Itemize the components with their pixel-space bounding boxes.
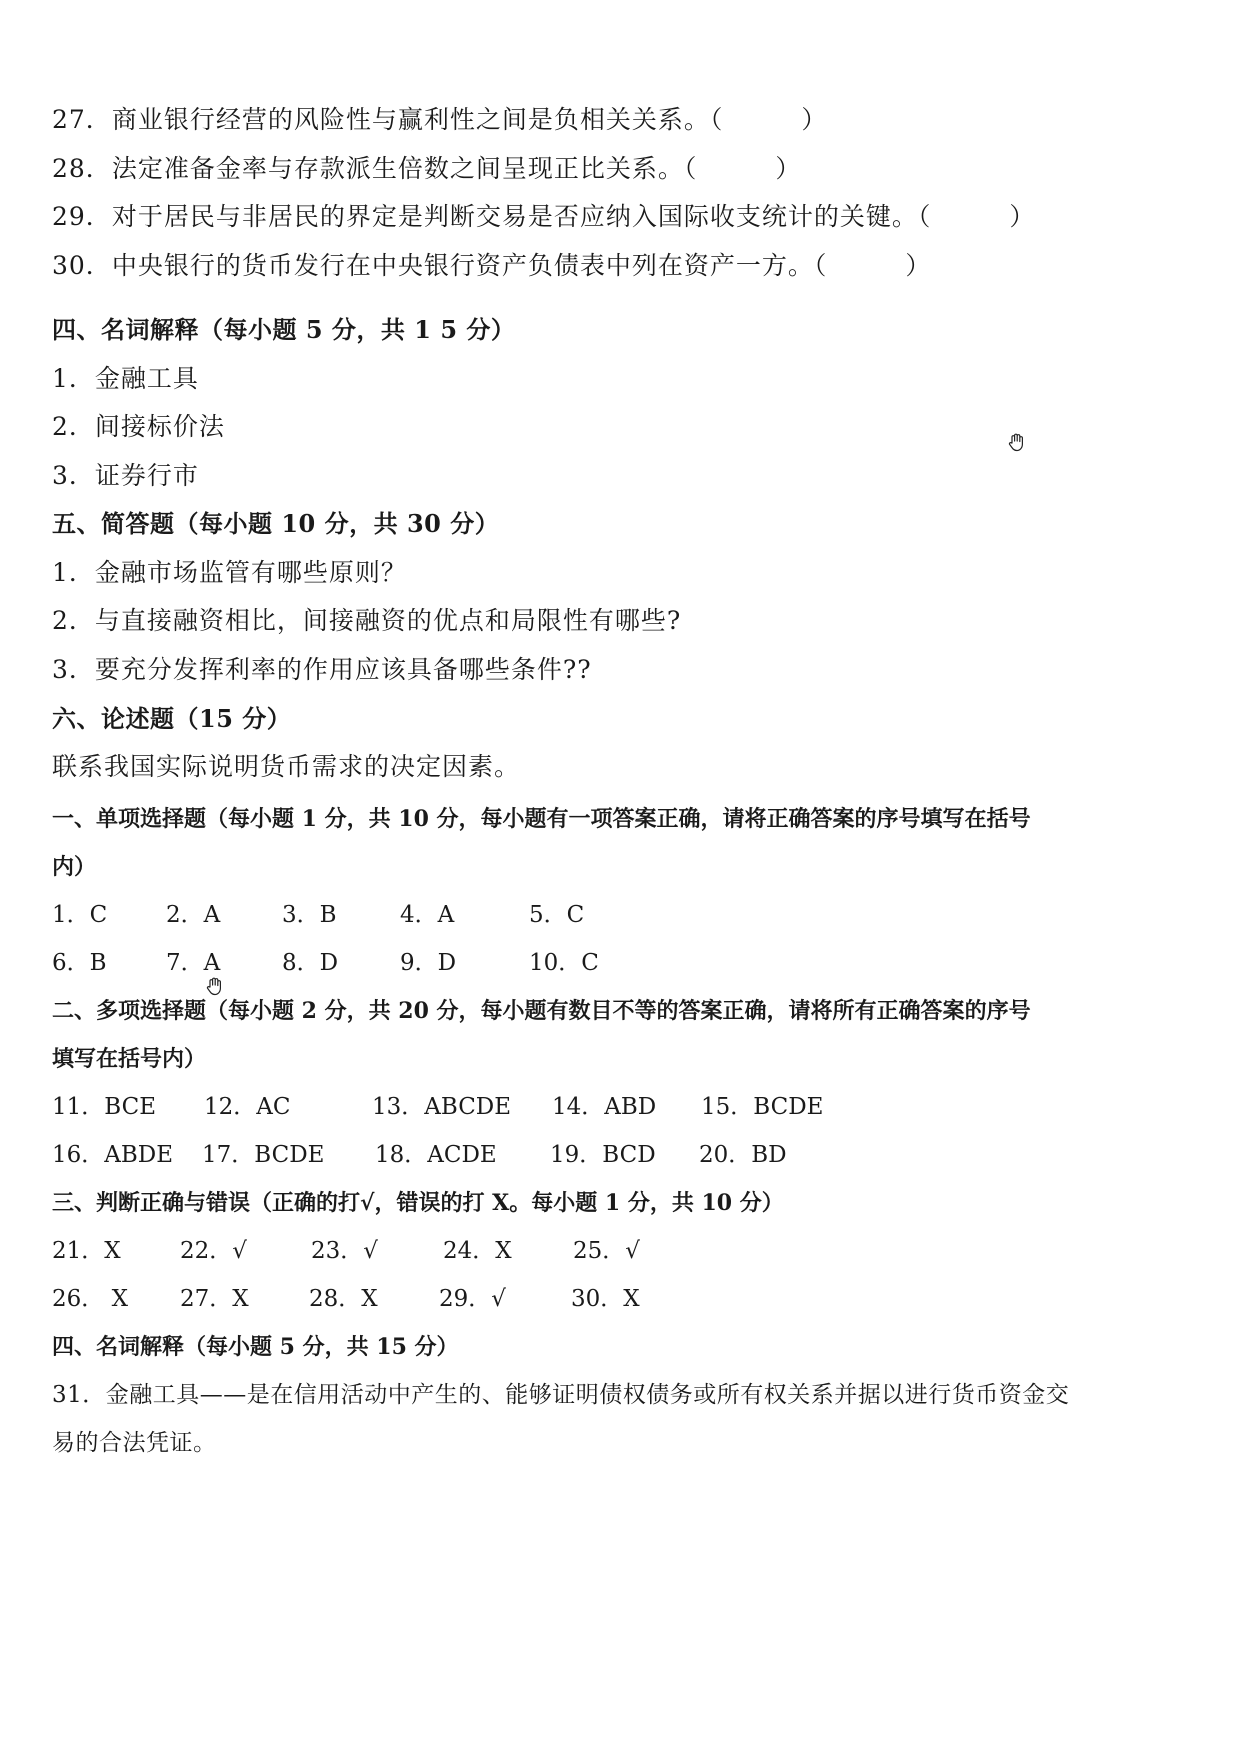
answer-item: 6．B [52, 950, 107, 976]
answer-row [52, 1235, 1152, 1267]
question-number: 29． [52, 202, 112, 231]
answer-item: 7．A [166, 950, 221, 976]
answer-item: 2．A [166, 902, 221, 928]
term-item: 3．证券行市 [52, 461, 199, 490]
answer-item: 19．BCD [550, 1142, 656, 1168]
question-number: 27． [52, 105, 112, 134]
term-item: 1．金融工具 [52, 364, 199, 393]
answer-item: 24．X [443, 1238, 512, 1264]
question-text: 对于居民与非居民的界定是判断交易是否应纳入国际收支统计的关键。（ ） [111, 202, 1036, 231]
question-28 [52, 153, 801, 185]
answer-item: 1．C [52, 902, 108, 928]
answer-item: 9．D [400, 950, 457, 976]
hand-cursor-icon [204, 975, 226, 997]
question-text: 商业银行经营的风险性与赢利性之间是负相关关系。（ ） [111, 105, 828, 134]
answer-heading-single-choice-cont: 内） [52, 854, 97, 880]
answer-item: 21．X [52, 1238, 121, 1264]
answer-row [52, 1283, 1152, 1315]
section-heading-short-answer: 五、简答题（每小题 10 分，共 30 分） [52, 509, 500, 538]
answer-item: 11．BCE [52, 1094, 156, 1120]
answer-item: 28．X [309, 1286, 378, 1312]
answer-item: 12．AC [204, 1094, 291, 1120]
answer-row [52, 1091, 1152, 1123]
answer-row [52, 1139, 1152, 1171]
answer-item: 3．B [282, 902, 337, 928]
short-answer-item: 3．要充分发挥利率的作用应该具备哪些条件?? [52, 655, 592, 684]
question-number: 28． [52, 154, 112, 183]
question-number: 30． [52, 251, 112, 280]
answer-heading-multi-choice-cont: 填写在括号内） [52, 1046, 207, 1072]
answer-item: 13．ABCDE [372, 1094, 512, 1120]
answer-item: 8．D [282, 950, 339, 976]
answer-item: 29．√ [439, 1286, 506, 1312]
answer-item: 22．√ [180, 1238, 247, 1264]
answer-item: 16．ABDE [52, 1142, 174, 1168]
question-text: 法定准备金率与存款派生倍数之间呈现正比关系。（ ） [111, 154, 802, 183]
question-29 [52, 201, 1035, 233]
question-27 [52, 104, 827, 136]
answer-item: 18．ACDE [375, 1142, 497, 1168]
answer-item: 23．√ [311, 1238, 378, 1264]
term-item: 2．间接标价法 [52, 412, 225, 441]
answer-item: 10．C [529, 950, 599, 976]
answer-heading-multi-choice: 二、多项选择题（每小题 2 分，共 20 分，每小题有数目不等的答案正确，请将所有正确答案的序号 [52, 998, 1031, 1024]
answer-item: 25．√ [573, 1238, 640, 1264]
essay-question: 联系我国实际说明货币需求的决定因素。 [52, 752, 521, 781]
answer-item: 26． X [52, 1286, 128, 1312]
answer-term-definition: 31．金融工具——是在信用活动中产生的、能够证明债权债务或所有权关系并据以进行货币资金交 [52, 1382, 1070, 1408]
section-heading-essay: 六、论述题（15 分） [52, 704, 292, 733]
answer-item: 4．A [400, 902, 455, 928]
question-30 [52, 250, 931, 282]
answer-row [52, 899, 1152, 931]
short-answer-item: 2．与直接融资相比，间接融资的优点和局限性有哪些? [52, 606, 682, 635]
answer-item: 14．ABD [552, 1094, 657, 1120]
answer-item: 20．BD [699, 1142, 787, 1168]
answer-heading-judgment: 三、判断正确与错误（正确的打√，错误的打 X。每小题 1 分，共 10 分） [52, 1190, 784, 1216]
answer-heading-terms: 四、名词解释（每小题 5 分，共 15 分） [52, 1334, 459, 1360]
answer-item: 15．BCDE [701, 1094, 824, 1120]
answer-item: 5．C [529, 902, 585, 928]
answer-heading-single-choice: 一、单项选择题（每小题 1 分，共 10 分，每小题有一项答案正确，请将正确答案的序号填写在括号 [52, 806, 1031, 832]
question-text: 中央银行的货币发行在中央银行资产负债表中列在资产一方。（ ） [111, 251, 932, 280]
short-answer-item: 1．金融市场监管有哪些原则？ [52, 558, 407, 587]
section-heading-terms: 四、名词解释（每小题 5 分，共 1 5 分） [52, 315, 516, 344]
hand-cursor-icon [1006, 431, 1028, 453]
answer-item: 27．X [180, 1286, 249, 1312]
answer-term-definition-cont: 易的合法凭证。 [52, 1430, 217, 1456]
answer-item: 17．BCDE [202, 1142, 325, 1168]
answer-item: 30．X [571, 1286, 640, 1312]
